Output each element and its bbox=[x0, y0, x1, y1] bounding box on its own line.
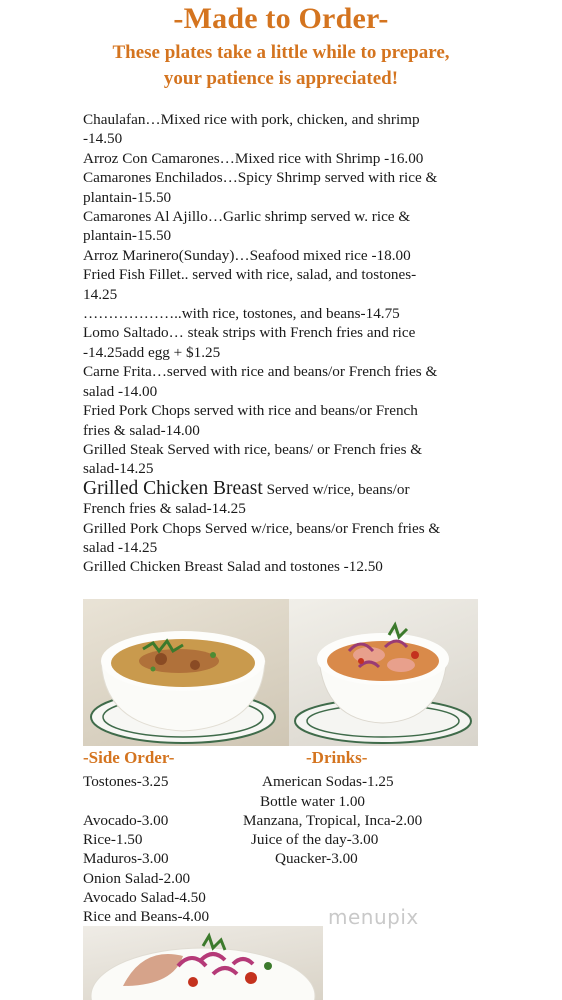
subtitle-line-1: These plates take a little while to prepare, bbox=[112, 42, 450, 63]
side-order-item: Rice-1.50 bbox=[83, 831, 143, 848]
menu-line: plantain-15.50 bbox=[83, 227, 172, 245]
drinks-item: Quacker-3.00 bbox=[275, 850, 358, 867]
menu-line: Camarones Enchilados…Spicy Shrimp served with rice & bbox=[83, 169, 438, 187]
ceviche-bowl-photo bbox=[289, 599, 478, 746]
side-order-item: Avocado Salad-4.50 bbox=[83, 889, 206, 906]
side-order-item: Avocado-3.00 bbox=[83, 812, 169, 829]
side-order-item: Maduros-3.00 bbox=[83, 850, 169, 867]
soup-bowl-photo bbox=[83, 599, 289, 746]
menu-line: French fries & salad-14.25 bbox=[83, 500, 246, 518]
menu-line: salad-14.25 bbox=[83, 460, 154, 478]
menu-line: Grilled Pork Chops Served w/rice, beans/or French fries & bbox=[83, 519, 441, 537]
made-to-order-list bbox=[83, 110, 478, 577]
chicken-breast-line bbox=[83, 479, 478, 499]
menu-line: Arroz Con Camarones…Mixed rice with Shrimp -16.00 bbox=[83, 149, 424, 167]
side-order-item: Rice and Beans-4.00 bbox=[83, 908, 210, 925]
menu-line: Grilled Steak Served with rice, beans/ or French fries & bbox=[83, 440, 423, 458]
menu-line: Camarones Al Ajillo…Garlic shrimp served w. rice & bbox=[83, 208, 411, 226]
chicken-breast-name: Grilled Chicken Breast bbox=[83, 477, 263, 499]
subtitle-line-2: your patience is appreciated! bbox=[163, 68, 399, 89]
menu-line: plantain-15.50 bbox=[83, 188, 172, 206]
menupix-watermark: menupix bbox=[328, 905, 419, 929]
pork-plate-photo bbox=[83, 926, 323, 1000]
menu-subtitle bbox=[0, 40, 562, 92]
side-order-item: Onion Salad-2.00 bbox=[83, 870, 191, 887]
ceviche-bowl-illustration bbox=[289, 599, 478, 746]
menu-line: ………………..with rice, tostones, and beans-14.75 bbox=[83, 305, 400, 323]
menu-line: Fried Pork Chops served with rice and beans/or French bbox=[83, 402, 418, 420]
menu-line: Arroz Marinero(Sunday)…Seafood mixed rice -18.00 bbox=[83, 246, 411, 264]
drinks-item: American Sodas-1.25 bbox=[262, 773, 394, 790]
menu-line: Carne Frita…served with rice and beans/or French fries & bbox=[83, 363, 438, 381]
menu-line: Fried Fish Fillet.. served with rice, salad, and tostones- bbox=[83, 266, 417, 284]
menu-line: salad -14.25 bbox=[83, 538, 158, 556]
side-order-heading: -Side Order- bbox=[83, 748, 175, 767]
menu-line: Grilled Chicken Breast Salad and tostones -12.50 bbox=[83, 558, 383, 576]
menu-line: Chaulafan…Mixed rice with pork, chicken, and shrimp bbox=[83, 111, 420, 128]
menu-title: -Made to Order- bbox=[173, 2, 389, 35]
drinks-item: Bottle water 1.00 bbox=[260, 793, 366, 810]
drinks-item: Manzana, Tropical, Inca-2.00 bbox=[243, 812, 423, 829]
chicken-breast-desc: Served w/rice, beans/or bbox=[262, 480, 410, 498]
side-order-item: Tostones-3.25 bbox=[83, 773, 169, 790]
menu-line: fries & salad-14.00 bbox=[83, 421, 200, 439]
menu-line: -14.25add egg + $1.25 bbox=[83, 343, 221, 361]
menu-line: Lomo Saltado… steak strips with French fries and rice bbox=[83, 324, 416, 342]
drinks-heading: -Drinks- bbox=[306, 748, 368, 767]
pork-plate-illustration bbox=[83, 926, 323, 1000]
menu-line: 14.25 bbox=[83, 285, 118, 303]
soup-bowl-illustration bbox=[83, 599, 289, 746]
menu-line: -14.50 bbox=[83, 130, 123, 148]
drinks-item: Juice of the day-3.00 bbox=[251, 831, 379, 848]
menu-line: salad -14.00 bbox=[83, 382, 158, 400]
